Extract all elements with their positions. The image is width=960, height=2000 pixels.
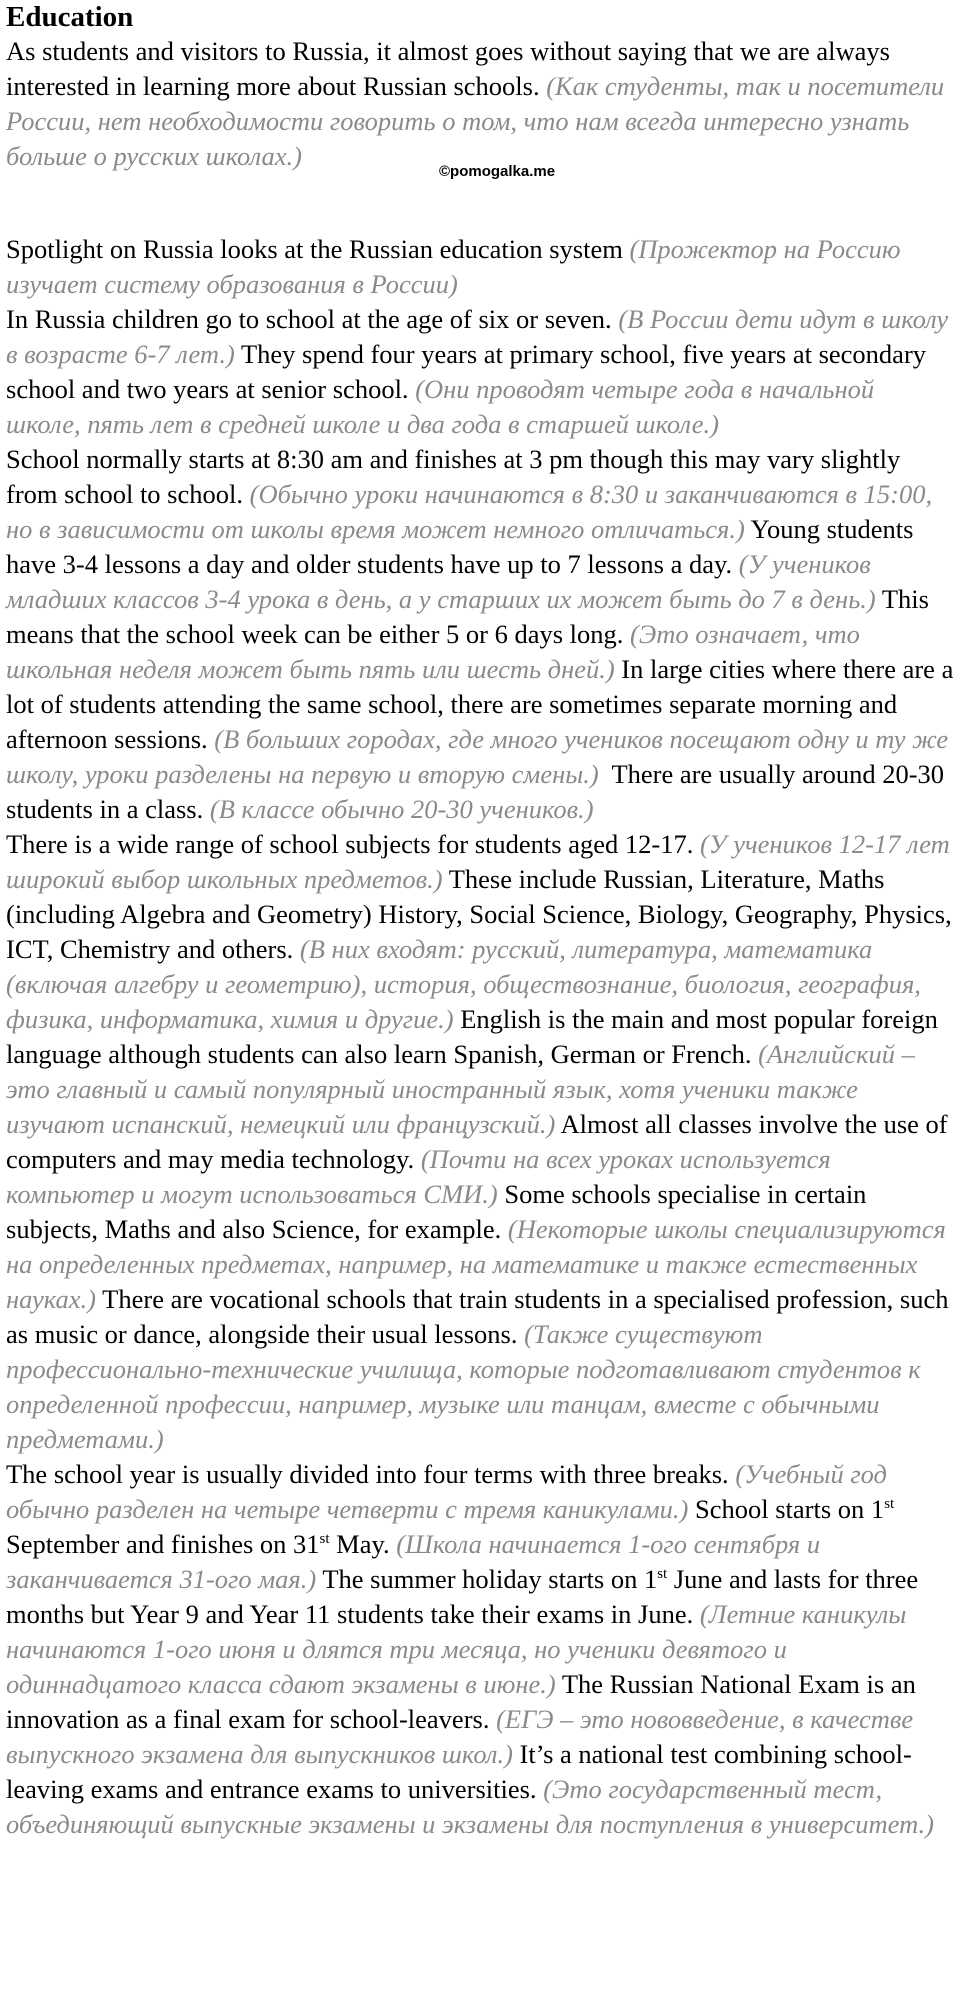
text-fragment: September and finishes on 31 (6, 1529, 320, 1559)
watermark-row (6, 162, 954, 182)
sentence-translation: (Летние каникулы начинаются 1-ого июня и длятся три месяца, но ученики девятого и одиннадцатого класса сдают экзамены в июне.) (6, 1599, 907, 1699)
sentence-english: School normally starts at 8:30 am and finishes at 3 pm though this may vary slightly from school to school. (6, 444, 901, 509)
ordinal-suffix: st (657, 1566, 668, 1583)
intro-english: As students and visitors to Russia, it almost goes without saying that we are always interested in learning more about Russian schools. (6, 36, 890, 101)
sentence-translation: (В больших городах, где много учеников посещают одну и ту же школу, уроки разделены на первую и вторую смены.) (6, 724, 949, 789)
sentence-english: The Russian National Exam is an innovation as a final exam for school-leavers. (6, 1669, 916, 1734)
site-watermark: ©pomogalka.me (439, 163, 556, 180)
sentence-english: This means that the school week can be either 5 or 6 days long. (6, 584, 929, 649)
text-fragment: June and lasts for three months but Year 9 and Year 11 students take their exams in June. (6, 1564, 919, 1629)
document-title: Education (6, 1, 134, 33)
sentence-english: Almost all classes involve the use of computers and may media technology. (6, 1109, 948, 1174)
sentence-english: In large cities where there are a lot of students attending the same school, there are sometimes separate morning and afternoon sessions. (6, 654, 954, 754)
intro-paragraph (6, 34, 954, 174)
paragraph-school-year (6, 1457, 954, 1842)
sentence-translation: (Некоторые школы специализируются на определенных предметах, например, на математике и также естественных науках.) (6, 1214, 946, 1314)
sentence-translation: (В классе обычно 20-30 учеников.) (209, 794, 594, 824)
sentence-translation: (В России дети идут в школу в возрасте 6-7 лет.) (6, 304, 949, 369)
sentence-english: There are vocational schools that train students in a specialised profession, such as music or dance, alongside their usual lessons. (6, 1284, 949, 1349)
sentence-english: The school year is usually divided into four terms with three breaks. (6, 1459, 729, 1489)
sentence-translation: (В них входят: русский, литература, математика (включая алгебру и геометрию), история, обществознание, биология, география, физика, информатика, химия и другие.) (6, 934, 921, 1034)
sentence-translation: (Они проводят четыре года в начальной школе, пять лет в средней школе и два года в старшей школе.) (6, 374, 875, 439)
sentence-english: There is a wide range of school subjects for students aged 12-17. (6, 829, 694, 859)
sentence-translation: (ЕГЭ – это нововведение, в качестве выпускного экзамена для выпускников школ.) (6, 1704, 914, 1769)
text-fragment: May. (329, 1529, 390, 1559)
sentence-translation: (Это означает, что школьная неделя может быть пять или шесть дней.) (6, 619, 860, 684)
text-fragment: School starts on 1 (695, 1494, 885, 1524)
paragraph-spotlight (6, 232, 954, 302)
intro-translation: (Как студенты, так и посетители России, нет необходимости говорить о том, что нам всегда интересно узнать больше о русских школах.) (6, 71, 945, 171)
sentence-english: Spotlight on Russia looks at the Russian education system (6, 234, 623, 264)
sentence-translation: (Учебный год обычно разделен на четыре четверти с тремя каникулами.) (6, 1459, 887, 1524)
sentence-english: It’s a national test combining school-leaving exams and entrance exams to universities. (6, 1739, 912, 1804)
sentence-english: English is the main and most popular foreign language although students can also learn Spanish, German or French. (6, 1004, 938, 1069)
sentence-translation: (Обычно уроки начинаются в 8:30 и заканчиваются в 15:00, но в зависимости от школы время может немного отличаться.) (6, 479, 933, 544)
sentence-translation: (Почти на всех уроках используется компьютер и могут использоваться СМИ.) (6, 1144, 831, 1209)
paragraph-gap (6, 182, 954, 232)
text-fragment: The summer holiday starts on 1 (322, 1564, 658, 1594)
sentence-translation: (Прожектор на Россию изучает систему образования в России) (6, 234, 901, 299)
sentence-translation: (У учеников 12-17 лет широкий выбор школьных предметов.) (6, 829, 950, 894)
sentence-english: Young students have 3-4 lessons a day and older students have up to 7 lessons a day. (6, 514, 914, 579)
sentence-english: There are usually around 20-30 students in a class. (6, 759, 945, 824)
paragraph-school-age (6, 302, 954, 442)
paragraph-school-day (6, 442, 954, 827)
sentence-english: In Russia children go to school at the age of six or seven. (6, 304, 612, 334)
sentence-translation: (Это государственный тест, объединяющий выпускные экзамены и экзамены для поступления в университет.) (6, 1774, 935, 1839)
ordinal-suffix: st (884, 1496, 895, 1513)
sentence-english: These include Russian, Literature, Maths (including Algebra and Geometry) History, Social Science, Biology, Geography, Physics, ICT, Chemistry and others. (6, 864, 952, 964)
sentence-translation: (Английский – это главный и самый популярный иностранный язык, хотя ученики также изучают испанский, немецкий или французский.) (6, 1039, 915, 1139)
sentence-translation: (Также существуют профессионально-технические училища, которые подготавливают студентов к определенной профессии, например, музыке или танцам, вместе с обычными предметами.) (6, 1319, 921, 1454)
sentence-translation: (У учеников младших классов 3-4 урока в день, а у старших их может быть до 7 в день.) (6, 549, 876, 614)
sentence-translation: (Школа начинается 1-ого сентября и заканчивается 31-ого мая.) (6, 1529, 821, 1594)
sentence-english: Some schools specialise in certain subjects, Maths and also Science, for example. (6, 1179, 867, 1244)
paragraph-subjects (6, 827, 954, 1457)
sentence-english: They spend four years at primary school, five years at secondary school and two years at senior school. (6, 339, 927, 404)
ordinal-suffix: st (319, 1531, 330, 1548)
